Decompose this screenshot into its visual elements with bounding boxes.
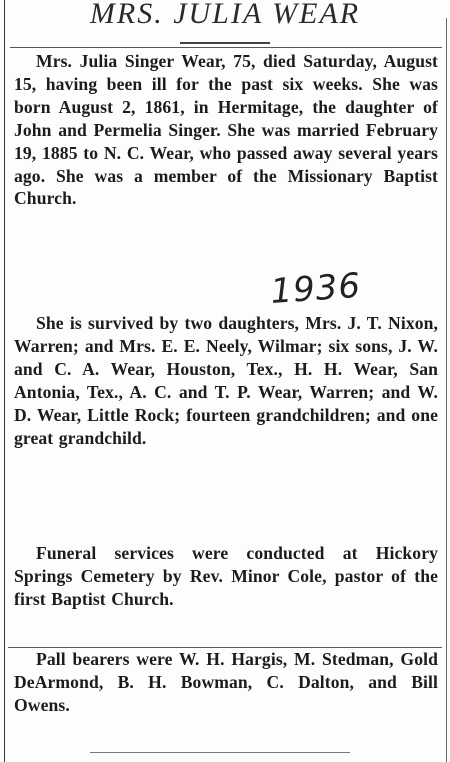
obituary-headline: MRS. JULIA WEAR	[89, 0, 361, 30]
left-column-rule	[4, 0, 5, 762]
paragraph-text: She is survived by two daughters, Mrs. J. T. Nixon, Warren; and Mrs. E. E. Neely, Wilmar; six sons, J. W. and C. A. Wear, Houston, Tex., H. H. Wear, San Antonia, Tex., A. C. and T. P. Wear, Warren; and W. D. Wear, Little Rock; fourteen grandchildren; and one great grandchild.	[14, 313, 438, 448]
obituary-paragraph-death	[14, 50, 438, 210]
paragraph-text: Mrs. Julia Singer Wear, 75, died Saturday, August 15, having been ill for the past six weeks. She was born August 2, 1861, in Hermitage, the daughter of John and Permelia Singer. She was married February 19, 1885 to N. C. Wear, who passed away several years ago. She was a member of the Missionary Baptist Church.	[14, 51, 438, 209]
paragraph-text: Pall bearers were W. H. Hargis, M. Stedman, Gold DeArmond, B. H. Bowman, C. Dalton, and Bill Owens.	[14, 649, 438, 715]
paragraph-text: Funeral services were conducted at Hickory Springs Cemetery by Rev. Minor Cole, pastor of the first Baptist Church.	[14, 543, 438, 609]
obituary-paragraph-survivors	[14, 312, 438, 449]
obituary-paragraph-pallbearers	[14, 648, 438, 717]
right-column-rule	[446, 18, 447, 762]
headline-underline-rule	[10, 47, 442, 48]
handwritten-year-annotation: 1936	[269, 265, 363, 312]
headline-ornament-rule	[180, 42, 270, 44]
obituary-paragraph-funeral	[14, 542, 438, 611]
bottom-rule	[90, 752, 350, 753]
